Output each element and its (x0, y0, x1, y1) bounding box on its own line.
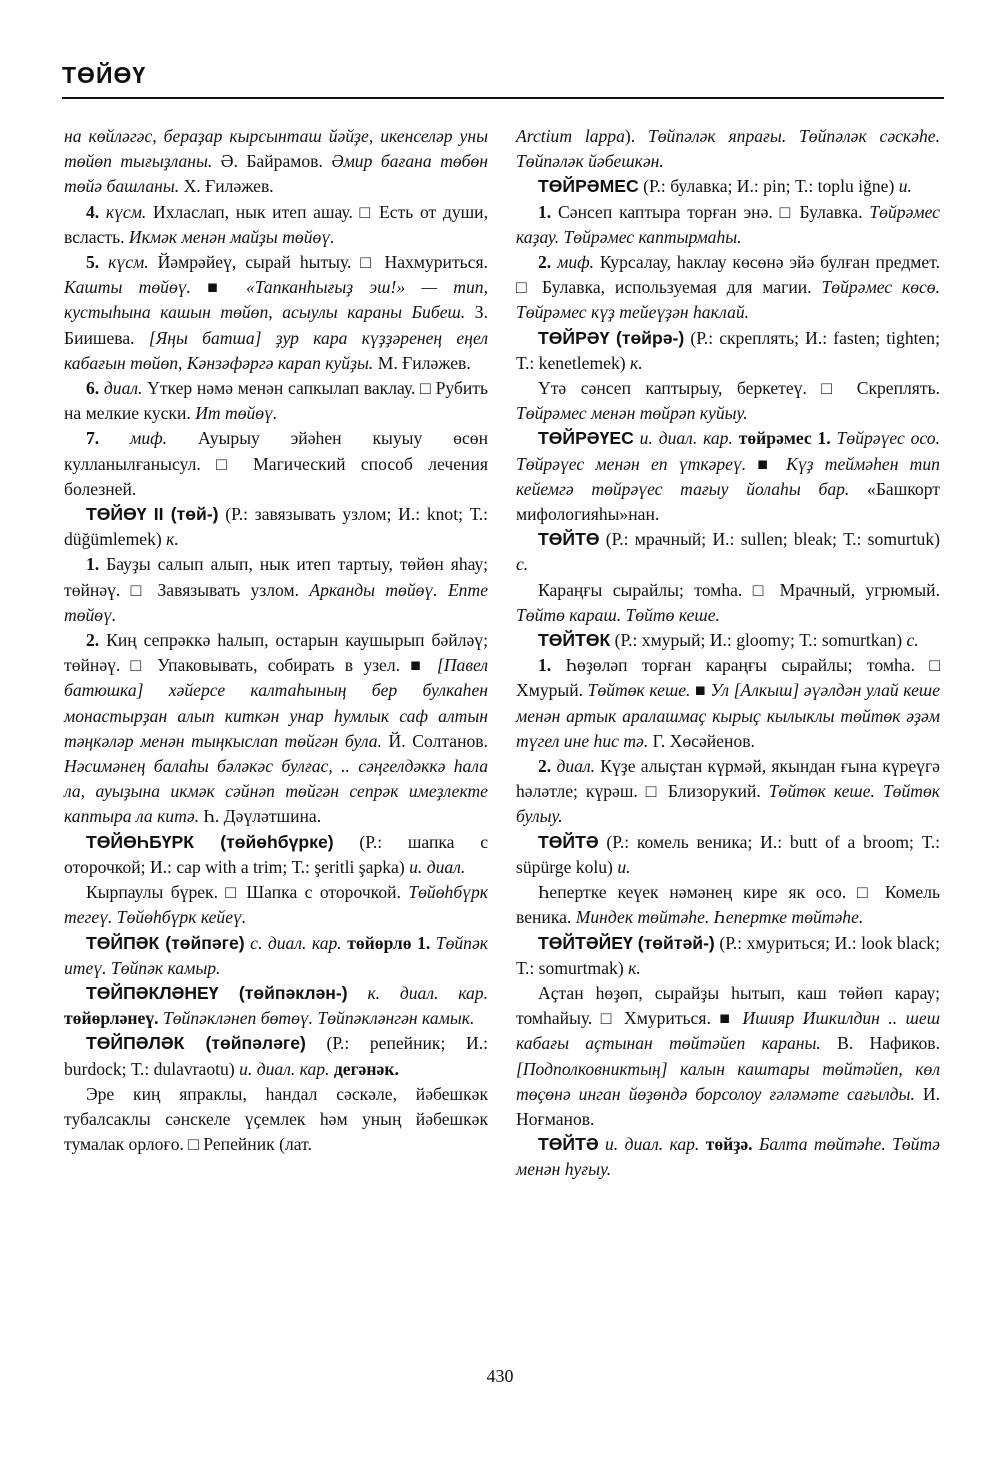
dictionary-paragraph: ТӨЙПӘКЛӘНЕҮ (төйпәклән-) к. диал. кар. төйөрләнеү. Төйпәкләнеп бөтөү. Төйпәкләнгән камык. (64, 982, 488, 1029)
dictionary-paragraph: ТӨЙТӘ (Р.: комель веника; И.: butt of a broom; Т.: süpürge kolu) и. (516, 831, 940, 877)
dictionary-paragraph: ТӨЙӨҮ II (төй-) (Р.: завязывать узлом; И.: knot; Т.: düğümlemek) к. (64, 504, 488, 550)
dictionary-paragraph: 2. Киң сепрәккә һалып, остарын каушырып бәйләү; төйнәү. □ Упаковывать, собирать в узел. ■ [Павел батюшка] хәйерсе калтаһының бер булкаһен монастырҙан алып киткән унар һумлык саф алтын тәңкәләр менән тыңкыслап төйгән була. Й. Солтанов. Нәсимәнең балаһы бәләкәс булғас, .. сәңгелдәккә һала ла, ауыҙына икмәк сәйнәп төйгән сепрәк имеҙлекте каптыра ла китә. Һ. Дәүләтшина. (64, 630, 488, 827)
dictionary-paragraph: ТӨЙТӘ и. диал. кар. төйҙә. Балта төйтәһе. Төйтә менән һуғыу. (516, 1134, 940, 1180)
dictionary-paragraph: ТӨЙТӨ (Р.: мрачный; И.: sullen; bleak; Т.: somurtuk) с. (516, 529, 940, 575)
dictionary-paragraph: Аҫтан һөҙөп, сырайҙы һытып, каш төйөп карау; томһайыу. □ Хмуриться. ■ Ишияр Ишкилдин .. шеш кабағы аҫтынан төйтәйеп караны. В. Нафиков. [Подполковниктың] калын каштары төйтәйеп, көл төҫөнә инган йөҙөндә борсолоу ғәләмәте сағылды. И. Ноғманов. (516, 982, 940, 1129)
dictionary-paragraph: 6. диал. Үткер нәмә менән сапкылап ваклау. □ Рубить на мелкие куски. Ит төйөү. (64, 378, 488, 424)
dictionary-paragraph: ТӨЙРӘҮЕС и. диал. кар. төйрәмес 1. Төйрәүес осо. Төйрәүес менән еп үткәреү. ■ Күҙ теймәһен тип кейемгә төйрәүес тағыу йолаһы бар. «Башкорт мифологияһы»нан. (516, 428, 940, 525)
dictionary-paragraph: 1. Бауҙы салып алып, нык итеп тартыу, төйөн яһау; төйнәү. □ Завязывать узлом. Арканды төйөү. Епте төйөү. (64, 554, 488, 625)
dictionary-paragraph: 1. Сәнсеп каптыра торған энә. □ Булавка. Төйрәмес каҙау. Төйрәмес каптырмаһы. (516, 201, 940, 247)
dictionary-paragraph: Кырпаулы бүрек. □ Шапка с оторочкой. Төйөһбүрк тегеү. Төйөһбүрк кейеү. (64, 882, 488, 928)
dictionary-paragraph: ТӨЙТӨК (Р.: хмурый; И.: gloomy; Т.: somurtkan) с. (538, 630, 919, 651)
dictionary-paragraph: 4. күсм. Ихласлап, нык итеп ашау. □ Есть от души, всласть. Икмәк менән майҙы төйөү. (64, 201, 488, 247)
dictionary-paragraph: ТӨЙРӘМЕС (Р.: булавка; И.: pin; Т.: toplu iğne) и. (538, 176, 912, 197)
header-rule (62, 97, 944, 99)
dictionary-paragraph: Караңғы сырайлы; томһа. □ Мрачный, угрюмый. Төйтө караш. Төйтө кеше. (516, 579, 940, 625)
dictionary-paragraph: Үтә сәнсеп каптырыу, беркетеү. □ Скреплять. Төйрәмес менән төйрәп куйыу. (516, 378, 940, 424)
dictionary-paragraph: 7. миф. Ауырыу эйәһен кыуыу өсөн кулланылғанысул. □ Магический способ лечения болезней. (64, 428, 488, 499)
dictionary-paragraph: 2. диал. Күҙе алыҫтан күрмәй, якындан ғына күреүгә һәләтле; күрәш. □ Близорукий. Төйтөк кеше. Төйтөк булыу. (516, 756, 941, 827)
dictionary-paragraph: ТӨЙРӘҮ (төйрә-) (Р.: скреплять; И.: fasten; tighten; Т.: kenetlemek) к. (516, 327, 940, 373)
page-number: 430 (486, 1366, 514, 1386)
dictionary-paragraph: ТӨЙӨҺБҮРК (төйөһбүрке) (Р.: шапка с оторочкой; И.: cap with a trim; Т.: şeritli şapka) и. диал. (64, 831, 489, 877)
dictionary-paragraph: Һепертке кеүек нәмәнең кире як осо. □ Комель веника. Миндек төйтәһе. Һепертке төйтәһе. (516, 882, 940, 928)
left-column (64, 124, 488, 1157)
right-column (516, 124, 940, 1183)
dictionary-paragraph: 5. күсм. Йәмрәйеү, сырай һытыу. □ Нахмуриться. Кашты төйөү. ■ «Тапканһығыҙ эш!» — тип, кустыһына кашын төйөп, асыулы караны Бибеш. З. Биишева. [Яңы батша] ҙур кара күҙҙәренең еңел кабағын төйөп, Кәнзәфәргә карап куйҙы. М. Ғиләжев. (64, 252, 488, 373)
running-head: ТӨЙӨҮ (62, 62, 147, 88)
dictionary-paragraph: Эре киң япраклы, һандал сәскәле, йәбешкәк тубалсаклы сәнскеле үҫемлек һәм уның йәбешкәк тумалак орлоғо. □ Репейник (лат. (64, 1083, 488, 1155)
dictionary-paragraph: Arctium lappa). Төйпәләк япрағы. Төйпәләк сәскәһе. Төйпәләк йәбешкән. (516, 126, 940, 172)
dictionary-paragraph: ТӨЙПӘК (төйпәге) с. диал. кар. төйөрлө 1. Төйпәк итеү. Төйпәк камыр. (64, 932, 488, 978)
dictionary-paragraph: 2. миф. Курсалау, һаклау көсөнә эйә булған предмет. □ Булавка, используемая для магии. Төйрәмес көсө. Төйрәмес күҙ тейеүҙән һаклай. (516, 252, 940, 323)
dictionary-paragraph: на көйләгәс, бераҙар кырсынташ йәйҙе, икенселәр уны төйөп тығыҙланы. Ә. Байрамов. Әмир бағана төбөн төйә башланы. Х. Ғиләжев. (64, 126, 488, 197)
dictionary-paragraph: ТӨЙТӘЙЕҮ (төйтәй-) (Р.: хмуриться; И.: look black; Т.: somurtmak) к. (516, 932, 940, 978)
dictionary-paragraph: ТӨЙПӘЛӘК (төйпәләге) (Р.: репейник; И.: burdock; Т.: dulavraotu) и. диал. кар. дегәнәк. (64, 1033, 488, 1079)
dictionary-paragraph: 1. Һөҙөләп торған караңғы сырайлы; томһа. □ Хмурый. Төйтөк кеше. ■ Ул [Алкыш] әүәлдән улай кеше менән артык аралашмаҫ кырыҫ кылыклы төйтөк әҙәм түгел ине һис тә. Г. Хөсәйенов. (516, 655, 940, 751)
